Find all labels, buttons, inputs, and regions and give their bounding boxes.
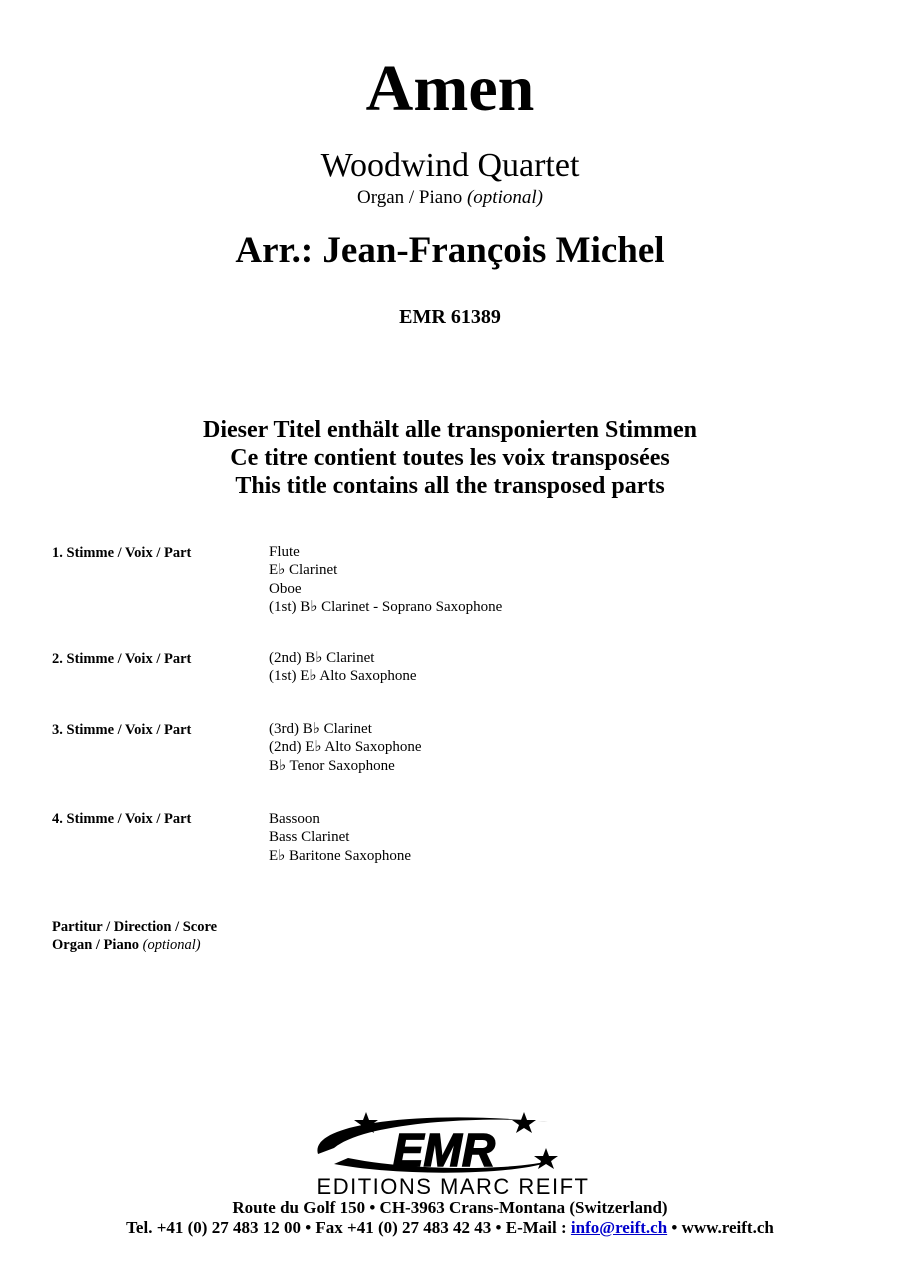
contact-phone-fax: Tel. +41 (0) 27 483 12 00 • Fax +41 (0) 27 483 42 43 • E-Mail : [126,1218,571,1237]
part-1-label: 1. Stimme / Voix / Part [52,545,192,561]
instrumentation-text: Organ / Piano [357,187,463,208]
publisher-contact [0,1217,900,1239]
instrument-item: (1st) B♭ Clarinet - Soprano Saxophone [269,598,503,615]
contact-website: • www.reift.ch [667,1218,774,1237]
part-1-instruments [269,543,502,616]
instrument-item: E♭ Clarinet [269,562,338,579]
instrument-item: B♭ Tenor Saxophone [269,757,395,774]
instrumentation [0,186,900,210]
instrument-item: (2nd) E♭ Alto Saxophone [269,739,422,756]
instrument-item: Bass Clarinet [269,829,350,846]
part-3-label: 3. Stimme / Voix / Part [52,722,192,738]
notice-german: Dieser Titel enthält alle transponierten Stimmen [203,417,697,443]
score-label: Partitur / Direction / Score [52,919,218,935]
instrumentation-note: (optional) [466,187,543,208]
instrument-item: E♭ Baritone Saxophone [269,847,412,864]
part-2-instruments [269,649,416,686]
arranger: Arr.: Jean-François Michel [235,230,665,271]
publisher-address: Route du Golf 150 • CH-3963 Crans-Montana (Switzerland) [232,1198,668,1217]
subtitle: Woodwind Quartet [320,147,580,184]
catalog-number: EMR 61389 [399,306,501,328]
part-4-instruments [269,810,411,865]
organ-piano-note: (optional) [142,937,201,953]
instrument-item: (3rd) B♭ Clarinet [269,721,372,737]
email-link[interactable]: info@reift.ch [570,1218,668,1237]
part-4-label: 4. Stimme / Voix / Part [52,811,192,827]
organ-piano-text: Organ / Piano [52,937,140,953]
logo-publisher-name: EDITIONS MARC REIFT [316,1174,590,1196]
instrument-item: Oboe [269,580,302,597]
part-3-instruments [269,720,421,775]
logo-star-icon [512,1112,536,1133]
part-2-label: 2. Stimme / Voix / Part [52,651,192,667]
page-title: Amen [365,52,535,125]
notice-french: Ce titre contient toutes les voix transposées [230,445,670,471]
notice-english: This title contains all the transposed parts [235,473,665,499]
emr-logo [248,1108,658,1196]
logo-emr-text: EMR [392,1124,496,1176]
instrument-item: (2nd) B♭ Clarinet [269,650,375,666]
organ-piano-label [52,936,201,954]
logo-star-icon [534,1148,558,1169]
instrument-item: (1st) E♭ Alto Saxophone [269,668,417,685]
instrument-item: Flute [269,544,300,560]
instrument-item: Bassoon [269,811,320,827]
